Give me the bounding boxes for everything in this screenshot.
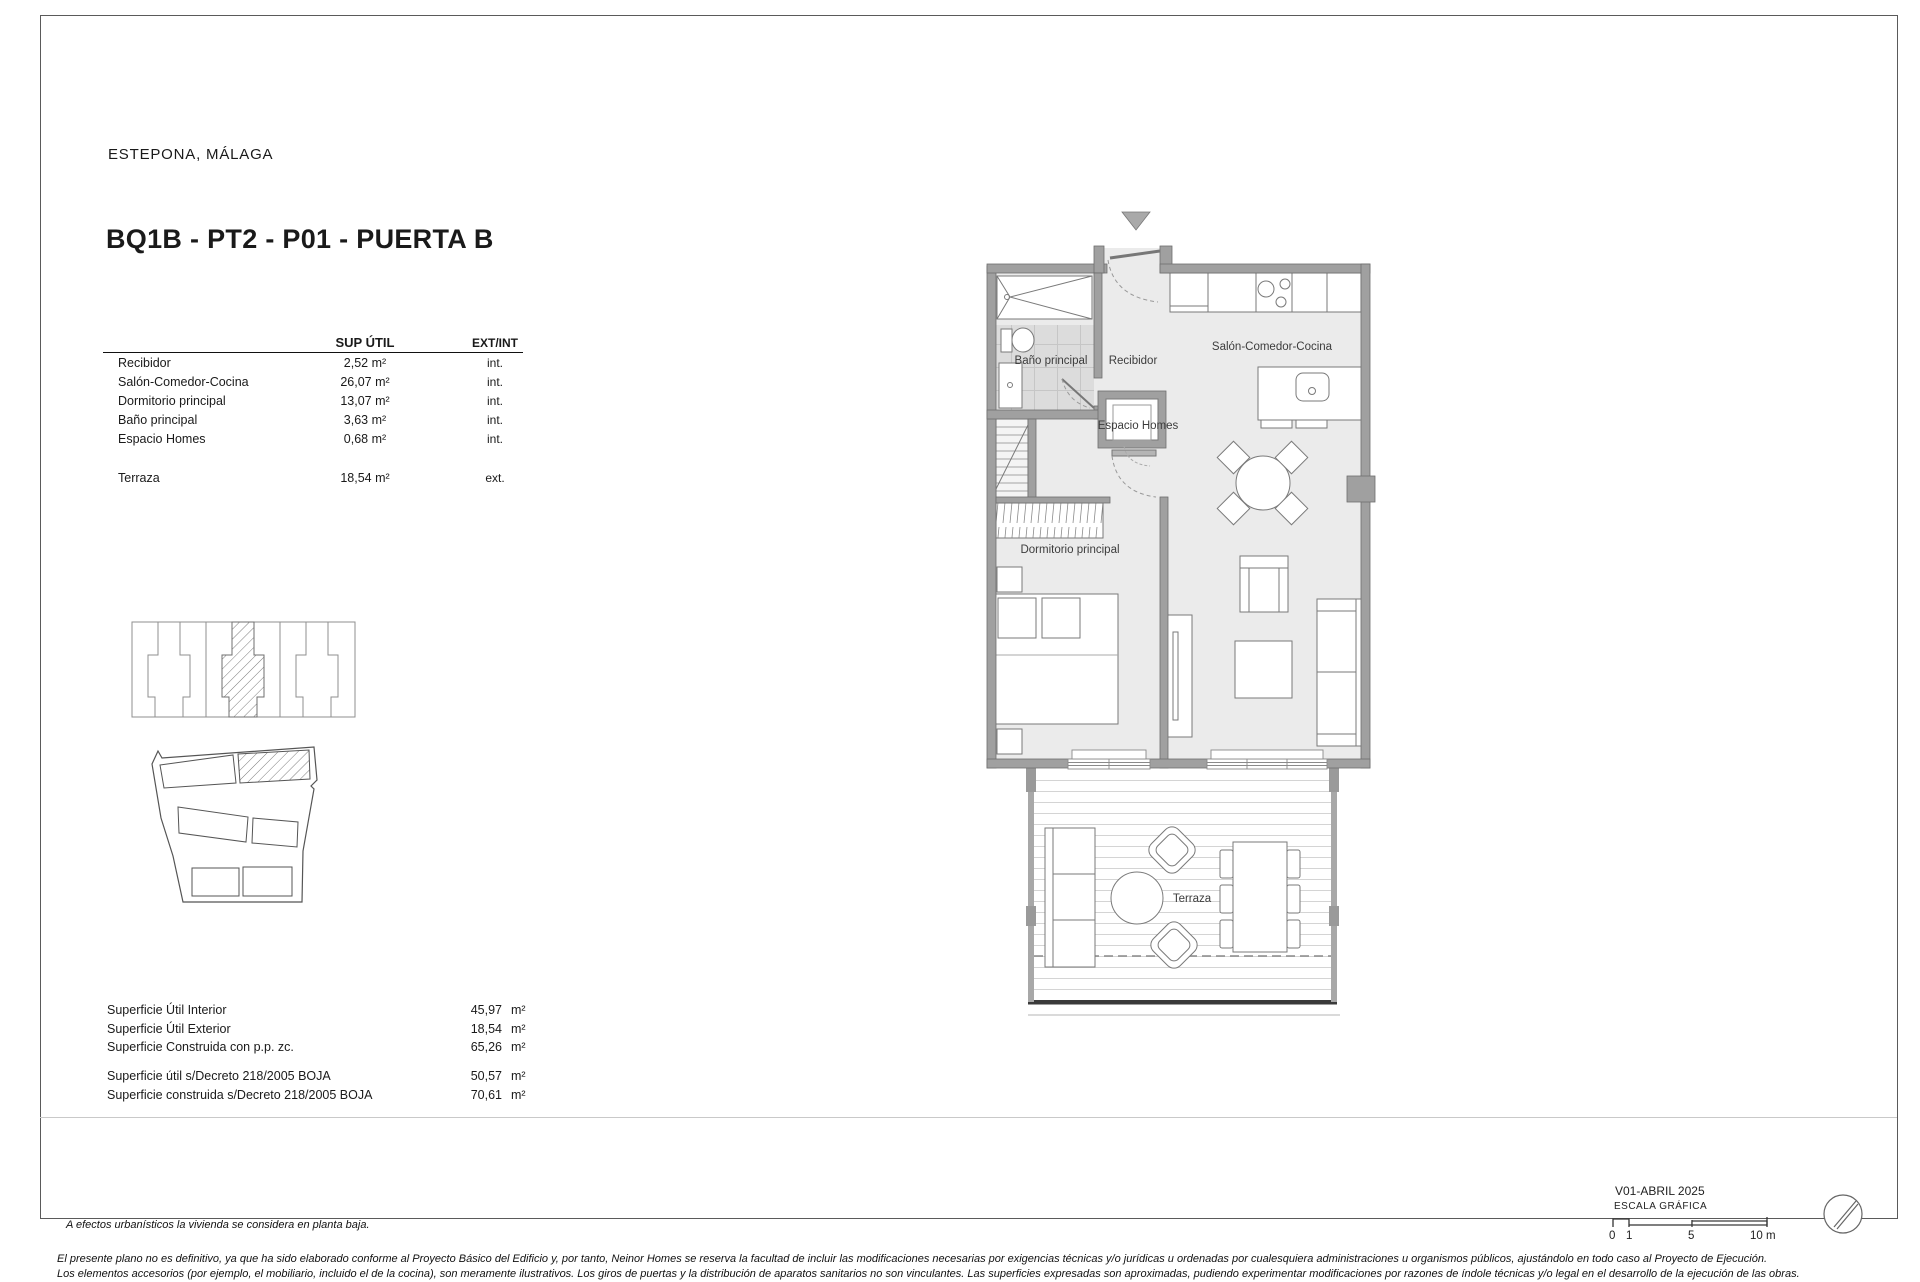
room-type: int. bbox=[486, 355, 503, 370]
nightstand bbox=[997, 567, 1022, 592]
entry-arrow-icon bbox=[1122, 212, 1150, 230]
toilet bbox=[1001, 328, 1034, 352]
stairs bbox=[996, 419, 1028, 499]
location-label: ESTEPONA, MÁLAGA bbox=[108, 146, 274, 163]
armchair bbox=[1240, 556, 1288, 612]
room-area: 0,68 m² bbox=[343, 432, 387, 447]
site-block bbox=[160, 755, 236, 788]
bedroom-door-leaf bbox=[1112, 450, 1156, 456]
room-label-salon: Salón-Comedor-Cocina bbox=[1211, 341, 1333, 353]
areas-table bbox=[103, 331, 523, 487]
nightstand bbox=[997, 729, 1022, 754]
table-row bbox=[103, 372, 523, 391]
summary-label: Superficie construida s/Decreto 218/2005 BOJA bbox=[107, 1087, 373, 1102]
room-label-bano: Baño principal bbox=[1014, 355, 1088, 367]
areas-table-header bbox=[103, 331, 523, 353]
summary-row bbox=[107, 1067, 537, 1086]
outdoor-sofa bbox=[1045, 828, 1095, 967]
unit-highlighted bbox=[222, 622, 264, 717]
summary-unit: m² bbox=[511, 1003, 526, 1018]
bed bbox=[993, 594, 1118, 724]
room-name: Dormitorio principal bbox=[118, 393, 226, 408]
summary-value: 45,97 bbox=[470, 1003, 502, 1018]
scale-tick: 5 bbox=[1688, 1230, 1695, 1242]
outdoor-dining-set bbox=[1220, 842, 1300, 952]
summary-unit: m² bbox=[511, 1069, 526, 1084]
washbasin bbox=[999, 363, 1022, 408]
scale-tick: 10 m bbox=[1750, 1230, 1776, 1242]
summary-unit: m² bbox=[511, 1040, 526, 1055]
room-name: Baño principal bbox=[118, 413, 198, 428]
kitchen-counter bbox=[1170, 273, 1361, 312]
scale-bar bbox=[1600, 1180, 1890, 1250]
summary-label: Superficie útil s/Decreto 218/2005 BOJA bbox=[107, 1069, 331, 1084]
summary-value: 50,57 bbox=[470, 1069, 502, 1084]
surface-summary bbox=[107, 1001, 537, 1104]
disclaimer-line: Los elementos accesorios (por ejemplo, el mobiliario, incluido el de la cocina), son meramente ilustrativos. Los giros de puertas y la distribución de aparatos sanitarios no son vinculantes. Las superficies expresadas son aproximadas, pudiendo experimentar modificaciones por razones de índole técnicas y/o legal en el desarrollo de la ejecución de las obras. bbox=[57, 1268, 1800, 1280]
scale-tick: 1 bbox=[1626, 1230, 1633, 1242]
summary-unit: m² bbox=[511, 1021, 526, 1036]
room-area: 26,07 m² bbox=[340, 374, 390, 389]
wardrobe bbox=[996, 503, 1103, 538]
tv-unit bbox=[1167, 615, 1192, 737]
col-ext-int: EXT/INT bbox=[471, 336, 518, 350]
site-block bbox=[178, 807, 248, 842]
table-row bbox=[103, 430, 523, 449]
room-type: int. bbox=[486, 432, 503, 447]
version-label: V01-ABRIL 2025 bbox=[1615, 1184, 1705, 1198]
terrace-edge bbox=[1028, 1000, 1337, 1005]
kitchen-island bbox=[1258, 367, 1362, 428]
unit-outline bbox=[148, 622, 190, 717]
summary-unit: m² bbox=[511, 1087, 526, 1102]
unit-title: BQ1B - PT2 - P01 - PUERTA B bbox=[106, 224, 494, 254]
room-name: Salón-Comedor-Cocina bbox=[118, 374, 249, 389]
room-area: 2,52 m² bbox=[343, 355, 387, 370]
summary-value: 70,61 bbox=[470, 1087, 502, 1102]
room-area: 18,54 m² bbox=[340, 470, 390, 485]
unit-outline bbox=[296, 622, 338, 717]
room-label-espacio: Espacio Homes bbox=[1097, 420, 1179, 432]
room-name: Terraza bbox=[118, 470, 160, 485]
table-row bbox=[103, 353, 523, 372]
compass-icon bbox=[1824, 1195, 1862, 1233]
scale-tick: 0 bbox=[1609, 1230, 1616, 1242]
scale-label: ESCALA GRÁFICA bbox=[1614, 1201, 1708, 1212]
table-row bbox=[103, 411, 523, 430]
footer-disclaimer bbox=[57, 1252, 1907, 1282]
room-area: 3,63 m² bbox=[343, 413, 387, 428]
room-label-terraza: Terraza bbox=[1172, 893, 1212, 905]
room-label-recibidor: Recibidor bbox=[1108, 355, 1158, 367]
coffee-table bbox=[1235, 641, 1292, 698]
site-block bbox=[252, 818, 298, 847]
summary-label: Superficie Útil Exterior bbox=[107, 1021, 231, 1036]
titleblock-divider bbox=[40, 1117, 1897, 1118]
site-block bbox=[243, 867, 292, 896]
shower bbox=[997, 276, 1092, 319]
summary-label: Superficie Útil Interior bbox=[107, 1003, 227, 1018]
summary-value: 65,26 bbox=[470, 1040, 502, 1055]
summary-row bbox=[107, 1085, 537, 1104]
summary-row bbox=[107, 1020, 537, 1039]
room-label-dormitorio: Dormitorio principal bbox=[1020, 544, 1120, 556]
key-plan-building bbox=[130, 620, 360, 720]
room-name: Espacio Homes bbox=[118, 432, 206, 447]
planta-baja-note: A efectos urbanísticos la vivienda se considera en planta baja. bbox=[66, 1219, 370, 1231]
room-type: int. bbox=[486, 374, 503, 389]
summary-value: 18,54 bbox=[470, 1021, 502, 1036]
room-name: Recibidor bbox=[118, 355, 171, 370]
room-type: int. bbox=[486, 393, 503, 408]
room-type: int. bbox=[486, 413, 503, 428]
outdoor-table bbox=[1111, 872, 1163, 924]
table-row bbox=[103, 391, 523, 410]
summary-label: Superficie Construida con p.p. zc. bbox=[107, 1040, 294, 1055]
sofa bbox=[1317, 599, 1367, 746]
summary-row bbox=[107, 1038, 537, 1057]
site-block bbox=[192, 868, 239, 896]
key-plan-site bbox=[145, 738, 325, 910]
col-sup-util: SUP ÚTIL bbox=[335, 335, 395, 350]
floor-plan bbox=[980, 208, 1382, 1020]
disclaimer-line: El presente plano no es definitivo, ya que ha sido elaborado conforme al Proyecto Básico del Edificio y, por tanto, Neinor Homes se reserva la facultad de incluir las modificaciones necesarias por exigencias técnicas y/o jurídicas u ordenadas por cualesquiera administraciones u organismos públicos, ajustándolo en todo caso al Proyecto de Ejecución. bbox=[57, 1253, 1768, 1265]
site-block-highlighted bbox=[238, 750, 310, 783]
table-row bbox=[103, 468, 523, 487]
room-area: 13,07 m² bbox=[340, 393, 390, 408]
summary-row bbox=[107, 1001, 537, 1020]
room-type: ext. bbox=[485, 470, 505, 485]
